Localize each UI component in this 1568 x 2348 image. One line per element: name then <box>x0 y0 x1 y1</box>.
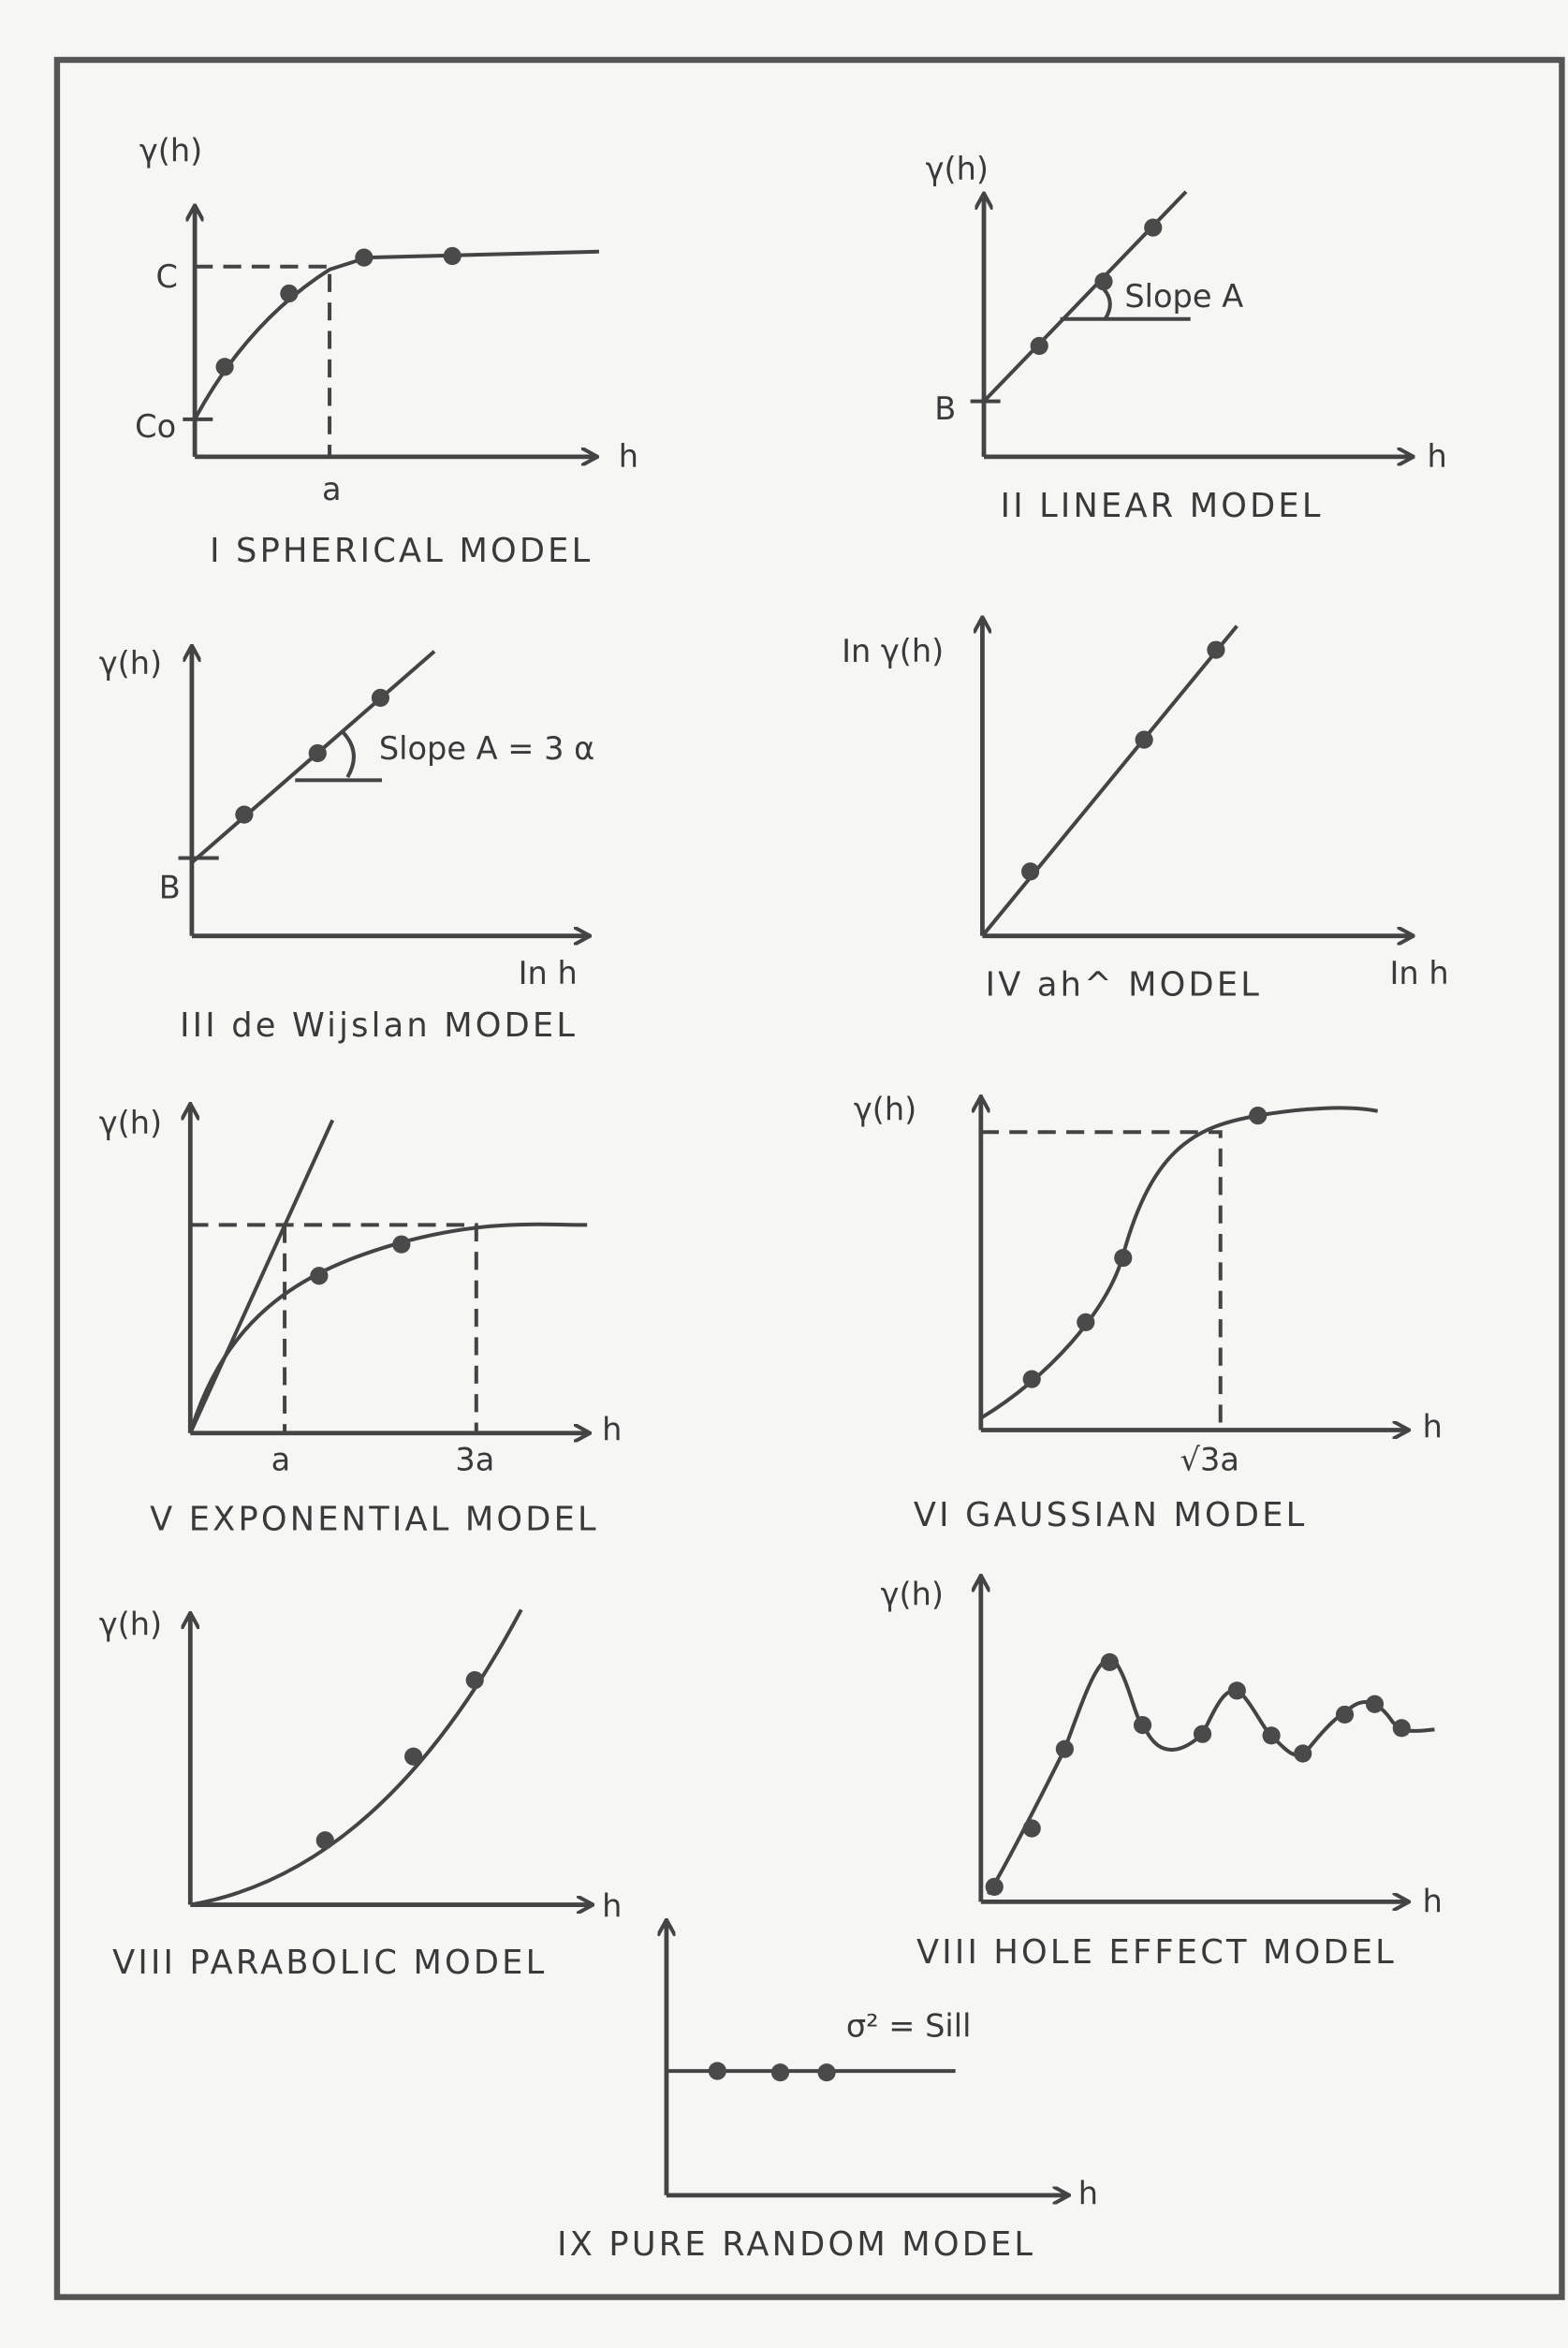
data-point <box>235 806 253 824</box>
data-point <box>309 744 327 762</box>
data-point <box>1023 1371 1041 1388</box>
panel-title: VIII PARABOLIC MODEL <box>112 1944 548 1983</box>
data-point <box>1101 1653 1119 1671</box>
x-label: h <box>1422 1408 1443 1445</box>
panel-exponential <box>99 1105 623 1539</box>
slope-arc <box>1104 289 1110 319</box>
data-point <box>986 1878 1004 1896</box>
data-point <box>372 689 389 707</box>
panel-title: III de Wijslan MODEL <box>180 1005 579 1045</box>
data-point <box>1249 1107 1267 1124</box>
data-point <box>404 1748 422 1766</box>
x-label: h <box>1427 438 1447 476</box>
x-label: h <box>602 1411 623 1448</box>
y-label: γ(h) <box>925 150 989 187</box>
y-label: γ(h) <box>880 1576 945 1613</box>
y-label: γ(h) <box>853 1091 917 1128</box>
data-point <box>355 249 373 267</box>
model-curve <box>190 1609 520 1904</box>
panel-title: V EXPONENTIAL MODEL <box>150 1500 599 1539</box>
panel-title: VIII HOLE EFFECT MODEL <box>916 1932 1397 1972</box>
b-label: B <box>158 869 181 906</box>
a-label: a <box>271 1441 291 1478</box>
data-point <box>709 2062 726 2079</box>
data-point <box>1077 1313 1094 1331</box>
sill-label: C <box>155 258 178 296</box>
data-point <box>1207 641 1224 659</box>
data-point <box>771 2063 789 2081</box>
data-point <box>1336 1706 1354 1724</box>
x-label: In h <box>1389 954 1449 991</box>
panel-title: VI GAUSSIAN MODEL <box>913 1495 1308 1534</box>
range-label: √3a <box>1180 1441 1239 1478</box>
data-point <box>1056 1740 1074 1758</box>
data-point <box>466 1671 484 1689</box>
nugget-label: Co <box>135 408 177 446</box>
range-guide <box>981 1132 1221 1430</box>
panel-title: IV ah^ MODEL <box>985 965 1263 1005</box>
b-label: B <box>934 389 957 427</box>
data-point <box>1144 219 1162 237</box>
model-curve <box>190 1225 587 1433</box>
data-point <box>1031 337 1048 355</box>
model-curve <box>981 1108 1378 1417</box>
data-point <box>1294 1744 1312 1762</box>
x-label: h <box>618 438 639 476</box>
panel-pure-random <box>557 1921 1098 2264</box>
3a-label: 3a <box>455 1441 495 1478</box>
data-point <box>215 358 233 375</box>
range-guides <box>190 1225 476 1432</box>
sill-label: σ² = Sill <box>845 2007 972 2045</box>
panel-de-wijs <box>99 645 595 1045</box>
range-guide <box>195 267 330 457</box>
x-label: In h <box>518 954 578 991</box>
data-point <box>310 1267 328 1284</box>
panel-title: I SPHERICAL MODEL <box>210 531 593 570</box>
data-point <box>1021 862 1039 880</box>
model-curve <box>989 1659 1435 1894</box>
panel-hole-effect <box>881 1577 1443 1972</box>
panel-gaussian <box>854 1091 1443 1534</box>
data-point <box>1134 1716 1151 1734</box>
panel-spherical <box>135 133 638 570</box>
y-label: γ(h) <box>98 1606 163 1643</box>
x-label: h <box>1077 2175 1099 2212</box>
panel-linear <box>926 151 1447 525</box>
panel-power <box>842 619 1449 1005</box>
data-point <box>1393 1719 1411 1737</box>
data-point <box>817 2063 835 2081</box>
data-point <box>1136 731 1153 749</box>
slope-arc <box>342 731 354 778</box>
model-curve <box>195 252 599 419</box>
data-point <box>1114 1249 1132 1267</box>
x-label: h <box>602 1887 623 1925</box>
y-label: γ(h) <box>98 1104 163 1141</box>
data-point <box>316 1831 334 1849</box>
range-label: a <box>322 471 342 508</box>
model-line <box>982 626 1237 936</box>
data-point <box>1094 272 1112 290</box>
data-point <box>1194 1725 1211 1743</box>
slope-label: Slope A = 3 α <box>378 729 595 767</box>
data-point <box>1023 1819 1041 1837</box>
data-point <box>280 285 298 302</box>
slope-label: Slope A <box>1124 277 1244 315</box>
y-label: γ(h) <box>139 132 203 169</box>
y-label: γ(h) <box>98 644 163 682</box>
data-point <box>392 1236 410 1254</box>
panel-title: IX PURE RANDOM MODEL <box>557 2224 1036 2264</box>
data-point <box>1366 1695 1384 1713</box>
data-point <box>444 247 462 265</box>
x-label: h <box>1422 1883 1443 1920</box>
data-point <box>1263 1726 1281 1744</box>
panel-title: II LINEAR MODEL <box>1000 486 1324 525</box>
y-label: In γ(h) <box>842 632 945 669</box>
panel-parabolic <box>99 1607 623 1982</box>
data-point <box>1228 1681 1246 1699</box>
